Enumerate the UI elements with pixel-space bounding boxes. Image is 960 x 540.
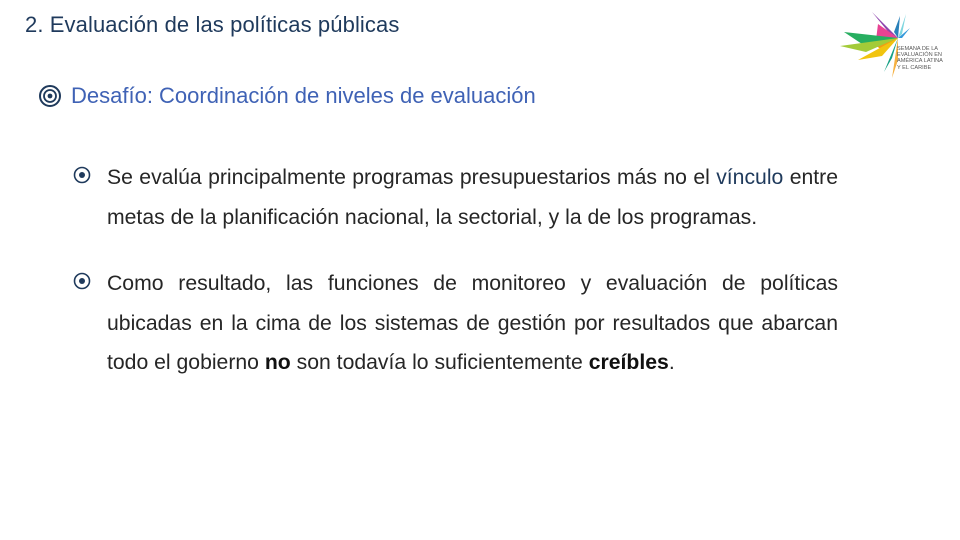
bullet-1-text-b: entre metas de la planificación nacional, la sectorial, y la de los programas. — [107, 166, 838, 229]
section-heading: Desafío: Coordinación de niveles de evaluación — [71, 83, 536, 108]
bullet-text-1 — [107, 158, 838, 237]
target-circle-icon — [37, 83, 63, 109]
slide-title: 2. Evaluación de las políticas públicas — [25, 12, 400, 37]
emphasis-vinculo: vínculo — [716, 166, 784, 189]
logo-text: SEMANA DE LA EVALUACIÓN EN AMÉRICA LATINA Y EL CARIBE — [897, 46, 943, 71]
bullet-text-2 — [107, 264, 838, 383]
bullet-1-text-a: Se evalúa principalmente programas presupuestarios más no el — [107, 166, 717, 189]
circled-dot-icon — [72, 165, 92, 185]
circled-dot-icon — [72, 271, 92, 291]
emphasis-no: no — [264, 351, 291, 374]
section-heading-row — [37, 83, 536, 109]
bullet-2-text-c: . — [668, 351, 675, 374]
bullet-2-text-b: son todavía lo suficientemente — [290, 351, 589, 374]
event-logo — [838, 6, 948, 82]
bullet-list — [72, 158, 838, 410]
bullet-item-2 — [72, 264, 838, 383]
bullet-2-text-a: Como resultado, las funciones de monitoreo y evaluación de políticas ubicadas en la cima de los sistemas de gestión por resultados que abarcan todo el gobierno — [107, 272, 838, 374]
bullet-item-1 — [72, 158, 838, 237]
emphasis-creibles: creíbles — [588, 351, 669, 374]
